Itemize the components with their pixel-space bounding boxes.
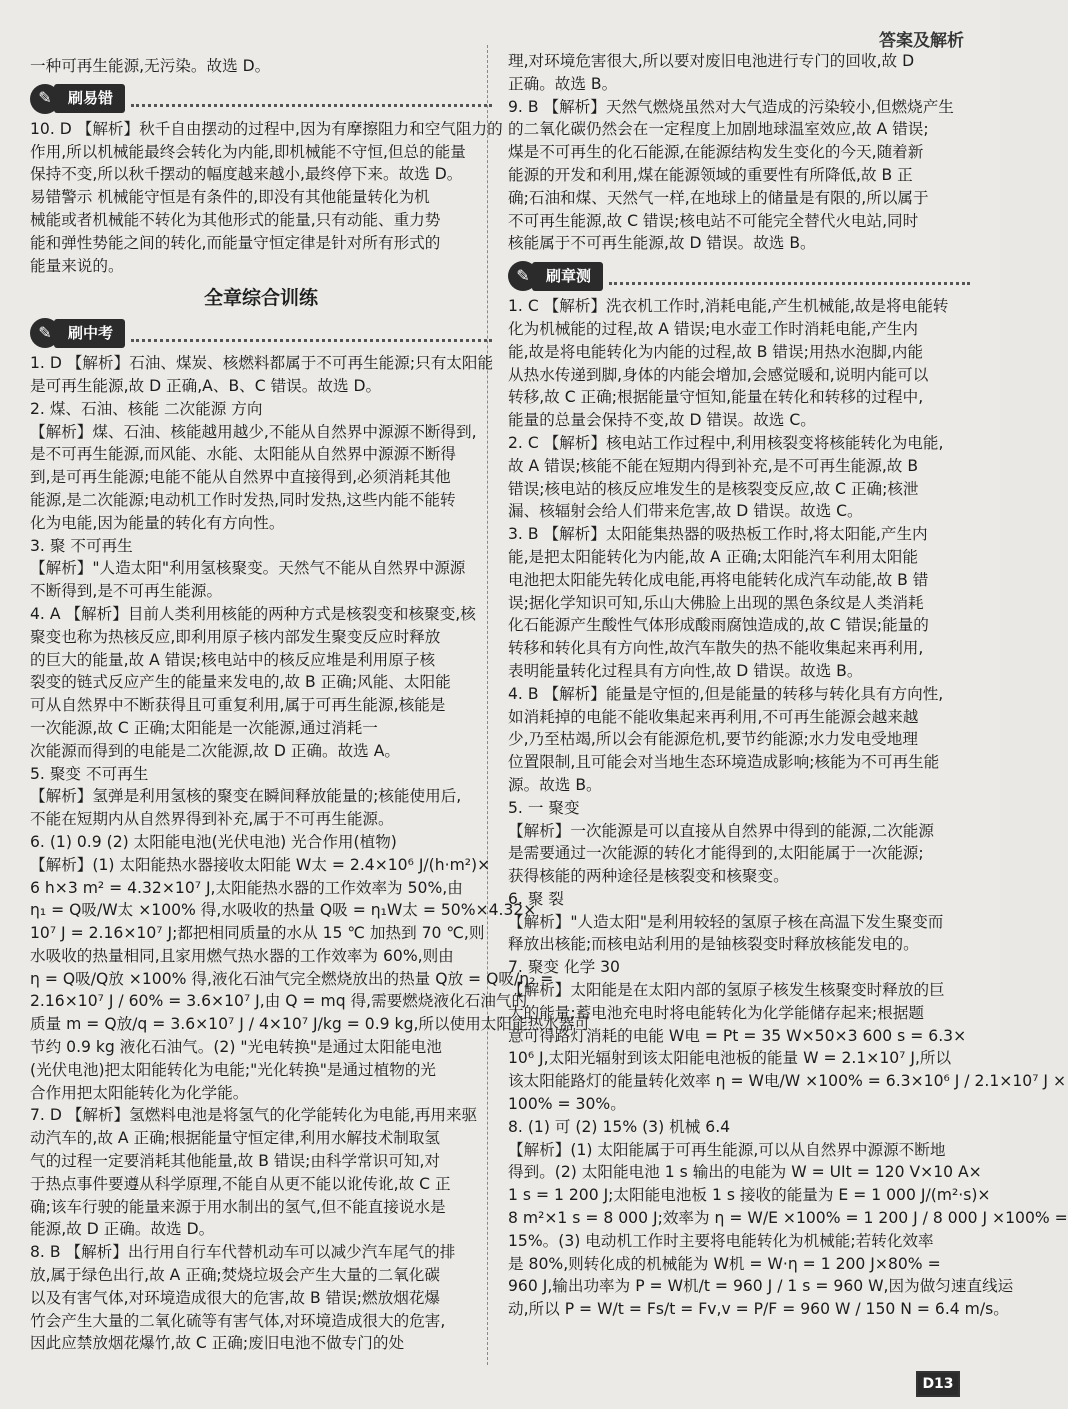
text-line: 8. (1) 可 (2) 15% (3) 机械 6.4 [508, 1117, 731, 1136]
text-line: 械能或者机械能不转化为其他形式的能量,只有动能、重力势 [30, 210, 441, 229]
text-line: 一次能源,故 C 正确;太阳能是一次能源,通过消耗一 [30, 718, 378, 737]
text-line: 确;石油和煤、天然气一样,在地球上的储量是有限的,所以属于 [508, 188, 929, 207]
text-line: 如消耗掉的电能不能收集起来再利用,不可再生能源会越来越 [508, 707, 919, 726]
text-line: 作用,所以机械能最终会转化为内能,即机械能不守恒,但总的能量 [30, 142, 466, 161]
text-line: 3. 聚 不可再生 [30, 536, 133, 555]
text-line: 4. A 【解析】目前人类利用核能的两种方式是核裂变和核聚变,核 [30, 604, 476, 623]
text-line: 【解析】"人造太阳"是利用较轻的氢原子核在高温下发生聚变而 [508, 912, 944, 931]
text-line: (光伏电池)把太阳能转化为电能;"光化转换"是通过植物的光 [30, 1060, 437, 1079]
text-line: 2.16×10⁷ J / 60% = 3.6×10⁷ J,由 Q = mq 得,需要燃烧液化石油气的 [30, 992, 528, 1011]
text-line: 少,乃至枯竭,所以会有能源危机,要节约能源;水力发电受地理 [508, 730, 918, 749]
text-line: 是需要通过一次能源的转化才能得到的,太阳能属于一次能源; [508, 844, 924, 863]
chapter-title: 全章综合训练 [203, 287, 318, 310]
text-line: 是 80%,则转化成的机械能为 W机 = W·η = 1 200 J×80% = [508, 1254, 941, 1273]
text-line: 能源,故 D 正确。故选 D。 [30, 1220, 215, 1239]
text-line: 动,所以 P = W/t = Fs/t = Fv,v = P/F = 960 W / 150 N = 6.4 m/s。 [508, 1300, 1009, 1319]
text-line: 放,属于绿色出行,故 A 正确;焚烧垃圾会产生大量的二氧化碳 [30, 1266, 440, 1285]
question-10-block [30, 118, 503, 278]
text-line: 表明能量转化过程具有方向性,故 D 错误。故选 B。 [508, 661, 863, 680]
text-line: 【解析】(1) 太阳能属于可再生能源,可以从自然界中源源不断地 [508, 1140, 946, 1159]
text-line: 2. 煤、石油、核能 二次能源 方向 [30, 399, 263, 418]
text-line: 化为电能,因为能量的转化有方向性。 [30, 513, 285, 532]
text-line: 能源的开发和利用,煤在能源领域的重要性有所降低,故 B 正 [508, 165, 913, 184]
text-line: 气的过程一定要消耗其他能量,故 B 错误;由科学常识可知,对 [30, 1152, 441, 1171]
text-line: 1 s = 1 200 J;太阳能电池板 1 s 接收的能量为 E = 1 000 J/(m²·s)× [508, 1186, 991, 1205]
text-line: 意可得路灯消耗的电能 W电 = Pt = 35 W×50×3 600 s = 6.3× [508, 1026, 967, 1045]
section-label: 答案及解析 [879, 31, 964, 51]
text-line: 误;据化学知识可知,乐山大佛脸上出现的黑色条纹是人类消耗 [508, 593, 924, 612]
banner-exam [30, 318, 492, 348]
text-line: 7. 聚变 化学 30 [508, 958, 620, 977]
text-line: 可从自然界中不断获得且可重复利用,属于可再生能源,核能是 [30, 696, 446, 715]
text-line: 10⁷ J = 2.16×10⁷ J;都把相同质量的水从 15 ℃ 加热到 70 ℃,则 [30, 924, 485, 943]
text-line: 位置限制,且可能会对当地生态环境造成影响;核能为不可再生能 [508, 753, 940, 772]
banner-chapter-test [508, 261, 970, 291]
text-line: 不可再生能源,故 C 错误;核电站不可能完全替代火电站,同时 [508, 211, 919, 230]
text-line: 的二氧化碳仍然会在一定程度上加剧地球温室效应,故 A 错误; [508, 120, 929, 139]
text-line: 易错警示 机械能守恒是有条件的,即没有其他能量转化为机 [30, 188, 430, 207]
banner-label: 刷易错 [54, 84, 125, 113]
text-line: 的巨大的能量,故 A 错误;核电站中的核反应堆是利用原子核 [30, 650, 436, 669]
text-line: 能,故是将电能转化为内能的过程,故 B 错误;用热水泡脚,内能 [508, 342, 923, 361]
text-line: 不能在短期内从自然界得到补充,属于不可再生能源。 [30, 810, 394, 829]
text-line: 能,是把太阳能转化为内能,故 A 正确;太阳能汽车利用太阳能 [508, 547, 918, 566]
right-column [508, 50, 1068, 1321]
text-line: 得到。(2) 太阳能电池 1 s 输出的电能为 W = UIt = 120 V×10 A× [508, 1163, 982, 1182]
banner-label: 刷章测 [532, 262, 603, 291]
text-line: 电池把太阳能先转化成电能,再将电能转化成汽车动能,故 B 错 [508, 570, 929, 589]
text-line: 转移,故 C 正确;根据能量守恒知,能量在转化和转移的过程中, [508, 388, 924, 407]
text-line: 源。故选 B。 [508, 775, 602, 794]
text-line: 6 h×3 m² = 4.32×10⁷ J,太阳能热水器的工作效率为 50%,由 [30, 878, 463, 897]
text-line: 能量来说的。 [30, 256, 124, 275]
text-line: 7. D 【解析】氢燃料电池是将氢气的化学能转化为电能,再用来驱 [30, 1106, 478, 1125]
text-line: 8. B 【解析】出行用自行车代替机动车可以减少汽车尾气的排 [30, 1243, 456, 1262]
text-line: 不断得到,是不可再生能源。 [30, 582, 223, 601]
text-line: 6. (1) 0.9 (2) 太阳能电池(光伏电池) 光合作用(植物) [30, 832, 397, 851]
text-line: 次能源而得到的电能是二次能源,故 D 正确。故选 A。 [30, 741, 400, 760]
text-line: 故 A 错误;核能不能在短期内得到补充,是不可再生能源,故 B [508, 456, 919, 475]
text-line: 质量 m = Q放/q = 3.6×10⁷ J / 4×10⁷ J/kg = 0.9 kg,所以使用太阳能热水器可 [30, 1015, 590, 1034]
dotted-rule [131, 90, 492, 107]
text-line: 9. B 【解析】天然气燃烧虽然对大气造成的污染较小,但燃烧产生 [508, 97, 954, 116]
text-line: 漏、核辐射会给人们带来危害,故 D 错误。故选 C。 [508, 502, 863, 521]
text-line: 能源,是二次能源;电动机工作时发热,同时发热,这些内能不能转 [30, 490, 456, 509]
text-line: 8 m²×1 s = 8 000 J;效率为 η = W/E ×100% = 1 200 J / 8 000 J ×100% = [508, 1209, 1068, 1228]
text-line: 15%。(3) 电动机工作时主要将电能转化为机械能;若转化效率 [508, 1231, 934, 1250]
text-line: 保持不变,所以秋千摆动的幅度越来越小,最终停下来。故选 D。 [30, 165, 463, 184]
text-line: 1. C 【解析】洗衣机工作时,消耗电能,产生机械能,故是将电能转 [508, 297, 949, 316]
text-line: 【解析】太阳能是在太阳内部的氢原子核发生核聚变时释放的巨 [508, 981, 945, 1000]
text-line: 是可再生能源,故 D 正确,A、B、C 错误。故选 D。 [30, 376, 382, 395]
text-line: 释放出核能;而核电站利用的是铀核裂变时释放核能发电的。 [508, 935, 919, 954]
text-line: 裂变的链式反应产生的能量来发电的,故 B 正确;风能、太阳能 [30, 673, 451, 692]
text-line: 获得核能的两种途径是核裂变和核聚变。 [508, 867, 789, 886]
text-line: 100% = 30%。 [508, 1095, 626, 1114]
text-line: 化为机械能的过程,故 A 错误;电水壶工作时消耗电能,产生内 [508, 319, 918, 338]
right-top-lines [508, 50, 970, 255]
text-line: 能量的总量会保持不变,故 D 错误。故选 C。 [508, 411, 816, 430]
text-line: 转移和转化具有方向性,故汽车散失的热不能收集起来再利用, [508, 639, 924, 658]
text-line: 聚变也称为热核反应,即利用原子核内部发生聚变反应时释放 [30, 627, 441, 646]
text-line: 理,对环境危害很大,所以要对废旧电池进行专门的回收,故 D [508, 52, 915, 70]
pen-badge-icon: ✎ [30, 84, 60, 114]
text-line: 3. B 【解析】太阳能集热器的吸热板工作时,将太阳能,产生内 [508, 525, 928, 544]
text-line: 竹会产生大量的二氧化硫等有害气体,对环境造成很大的危害, [30, 1311, 446, 1330]
text-line: 【解析】氢弹是利用氢核的聚变在瞬间释放能量的;核能使用后, [30, 787, 462, 806]
text-line: 于热点事件要遵从科学原理,不能自从更不能以讹传讹,故 C 正 [30, 1174, 451, 1193]
text-line: 是不可再生能源,而风能、水能、太阳能从自然界中源源不断得 [30, 445, 456, 464]
text-line: 【解析】煤、石油、核能越用越少,不能从自然界中源源不断得到, [30, 422, 477, 441]
text-line: 5. 聚变 不可再生 [30, 764, 149, 783]
pen-badge-icon: ✎ [30, 318, 60, 348]
text-line: 因此应禁放烟花爆竹,故 C 正确;废旧电池不做专门的处 [30, 1334, 405, 1353]
dotted-rule [609, 268, 970, 285]
text-line: 动汽车的,故 A 正确;根据能量守恒定律,利用水解技术制取氢 [30, 1129, 440, 1148]
text-line: 化石能源产生酸性气体形成酸雨腐蚀造成的,故 C 错误;能量的 [508, 616, 929, 635]
banner-label: 刷中考 [54, 319, 125, 348]
text-line: 10. D 【解析】秋千自由摆动的过程中,因为有摩擦阻力和空气阻力的 [30, 119, 503, 138]
text-line: 【解析】"人造太阳"利用氢核聚变。天然气不能从自然界中源源 [30, 559, 466, 578]
text-line: 大的能量;蓄电池充电时将电能转化为化学能储存起来;根据题 [508, 1003, 924, 1022]
text-line: 水吸收的热量相同,且家用燃气热水器的工作效率为 60%,则由 [30, 946, 454, 965]
text-line: 【解析】一次能源是可以直接从自然界中得到的能源,二次能源 [508, 821, 934, 840]
text-line: 4. B 【解析】能量是守恒的,但是能量的转移与转化具有方向性, [508, 684, 944, 703]
text-line: 以及有害气体,对环境造成很大的危害,故 B 错误;燃放烟花爆 [30, 1288, 441, 1307]
text-line: 正确。故选 B。 [508, 74, 618, 93]
text-line: 5. 一 聚变 [508, 798, 580, 817]
text-line: 节约 0.9 kg 液化石油气。(2) "光电转换"是通过太阳能电池 [30, 1038, 442, 1057]
text-line: 错误;核电站的核反应堆发生的是核裂变反应,故 C 正确;核泄 [508, 479, 919, 498]
page-number: D13 [916, 1371, 960, 1397]
banner-easy-mistakes [30, 84, 492, 114]
text-line: 2. C 【解析】核电站工作过程中,利用核裂变将核能转化为电能, [508, 433, 944, 452]
text-line: 煤是不可再生的化石能源,在能源结构发生变化的今天,随着新 [508, 143, 924, 162]
text-line: 6. 聚 裂 [508, 889, 564, 908]
text-line: η₁ = Q吸/W太 ×100% 得,水吸收的热量 Q吸 = η₁W太 = 50%×4.32× [30, 901, 537, 920]
dotted-rule [131, 325, 492, 342]
intro-line: 一种可再生能源,无污染。故选 D。 [30, 57, 271, 75]
text-line: 核能属于不可再生能源,故 D 错误。故选 B。 [508, 234, 816, 253]
text-line: 能和弹性势能之间的转化,而能量守恒定律是针对所有形式的 [30, 233, 441, 252]
text-line: 该太阳能路灯的能量转化效率 η = W电/W ×100% = 6.3×10⁶ J / 2.1×10⁷ J × [508, 1072, 1067, 1091]
text-line: 10⁶ J,太阳光辐射到该太阳能电池板的能量 W = 2.1×10⁷ J,所以 [508, 1049, 952, 1068]
text-line: 【解析】(1) 太阳能热水器接收太阳能 W太 = 2.4×10⁶ J/(h·m²)× [30, 855, 491, 874]
pen-badge-icon: ✎ [508, 261, 538, 291]
right-answer-lines [508, 295, 1068, 1321]
text-line: 到,是可再生能源;电能不能从自然界中直接得到,必须消耗其他 [30, 468, 451, 487]
text-line: 确;该车行驶的能量来源于用水制出的氢气,但不能直接说水是 [30, 1197, 446, 1216]
text-line: 合作用把太阳能转化为化学能。 [30, 1083, 249, 1102]
text-line: 1. D 【解析】石油、煤炭、核燃料都属于不可再生能源;只有太阳能 [30, 354, 494, 373]
text-line: 960 J,输出功率为 P = W机/t = 960 J / 1 s = 960 W,因为做匀速直线运 [508, 1277, 1014, 1296]
text-line: 从热水传递到脚,身体的内能会增加,会感觉暖和,说明内能可以 [508, 365, 929, 384]
text-line: η = Q吸/Q放 ×100% 得,液化石油气完全燃烧放出的热量 Q放 = Q吸/η₂ = [30, 969, 554, 988]
